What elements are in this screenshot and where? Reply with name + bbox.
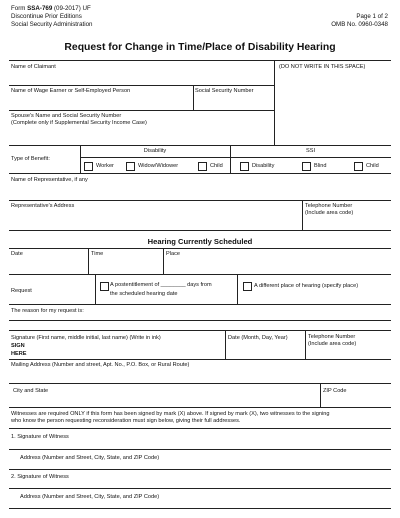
blind-checkbox[interactable] bbox=[302, 162, 311, 171]
divider bbox=[9, 469, 391, 470]
spouse-label-note: (Complete only if Supplemental Security Income Case) bbox=[11, 120, 147, 126]
child-ssi-label: Child bbox=[366, 163, 379, 169]
hearing-date-field[interactable] bbox=[10, 259, 86, 273]
divider bbox=[9, 359, 391, 360]
divider bbox=[9, 320, 391, 321]
representative-name-label: Name of Representative, if any bbox=[11, 177, 88, 183]
wage-earner-label: Name of Wage Earner or Self-Employed Person bbox=[11, 88, 131, 94]
page-number: Page 1 of 2 bbox=[356, 13, 388, 20]
spouse-field[interactable] bbox=[10, 128, 272, 143]
postponement-checkbox[interactable] bbox=[100, 282, 109, 291]
divider bbox=[193, 85, 194, 110]
divider bbox=[9, 508, 391, 509]
hearing-place-field[interactable] bbox=[165, 259, 390, 273]
divider bbox=[225, 330, 226, 359]
divider bbox=[80, 157, 391, 158]
postponement-label-line2: the scheduled hearing date bbox=[110, 291, 178, 297]
wage-earner-field[interactable] bbox=[10, 96, 192, 108]
form-number-suffix: (09-2017) UF bbox=[52, 5, 91, 12]
discontinue-note: Discontinue Prior Editions bbox=[11, 13, 82, 20]
divider bbox=[9, 248, 391, 249]
sign-marker: SIGN bbox=[11, 343, 25, 349]
divider bbox=[9, 488, 391, 489]
witness-note-line2: who know the person requesting reconsideration must sign below, giving their full addresses. bbox=[11, 418, 241, 424]
request-label: Request bbox=[11, 288, 32, 294]
divider bbox=[95, 274, 96, 304]
witness-2-address-field[interactable] bbox=[10, 502, 390, 507]
different-place-label: A different place of hearing (specify place) bbox=[254, 283, 359, 289]
representative-phone-note: (Include area code) bbox=[305, 210, 354, 216]
hearing-time-field[interactable] bbox=[90, 259, 162, 273]
witness-note: Witnesses are required ONLY if this form has been signed by mark (X) above. If signed by mark (X), two witnesses to the signing bbox=[11, 411, 330, 417]
worker-label: Worker bbox=[96, 163, 114, 169]
divider bbox=[9, 85, 274, 86]
disability-header: Disability bbox=[143, 148, 167, 154]
signature-phone-label: Telephone Number bbox=[308, 334, 356, 340]
hearing-time-label: Time bbox=[91, 251, 104, 257]
form-title: Request for Change in Time/Place of Disability Hearing bbox=[64, 42, 336, 53]
ssn-field[interactable] bbox=[195, 96, 273, 108]
divider bbox=[9, 110, 274, 111]
spouse-label: Spouse's Name and Social Security Number bbox=[11, 113, 122, 119]
hearing-place-label: Place bbox=[166, 251, 180, 257]
divider bbox=[9, 274, 391, 275]
here-marker: HERE bbox=[11, 351, 27, 357]
representative-phone-label: Telephone Number bbox=[305, 203, 353, 209]
hearing-date-label: Date bbox=[11, 251, 23, 257]
child-disability-checkbox[interactable] bbox=[198, 162, 207, 171]
divider bbox=[9, 304, 391, 305]
signature-date-label: Date (Month, Day, Year) bbox=[228, 335, 288, 341]
child-ssi-checkbox[interactable] bbox=[354, 162, 363, 171]
postponement-label: A postentitlement of ________ days from bbox=[110, 282, 212, 288]
form-number bbox=[11, 5, 91, 12]
divider bbox=[302, 200, 303, 230]
signature-field[interactable] bbox=[40, 343, 224, 357]
mailing-address-field[interactable] bbox=[10, 370, 390, 382]
ssi-header: SSI bbox=[305, 148, 316, 154]
divider bbox=[320, 383, 321, 407]
divider bbox=[9, 428, 391, 429]
omb-number: OMB No. 0960-0348 bbox=[331, 21, 388, 28]
divider bbox=[9, 173, 391, 174]
city-state-label: City and State bbox=[13, 388, 49, 394]
divider bbox=[9, 230, 391, 231]
mailing-address-label: Mailing Address (Number and street, Apt. No., P.O. Box, or Rural Route) bbox=[11, 362, 190, 368]
divider bbox=[9, 60, 391, 61]
witness-2-signature-field[interactable] bbox=[10, 482, 390, 487]
different-place-checkbox[interactable] bbox=[243, 282, 252, 291]
divider bbox=[9, 330, 391, 331]
witness-1-signature-field[interactable] bbox=[10, 442, 390, 448]
divider bbox=[237, 274, 238, 304]
divider bbox=[88, 248, 89, 274]
witness-1-signature-label: 1. Signature of Witness bbox=[11, 434, 69, 440]
benefit-type-label: Type of Benefit: bbox=[11, 156, 50, 162]
divider bbox=[305, 330, 306, 359]
city-state-field[interactable] bbox=[10, 396, 318, 406]
blind-label: Blind bbox=[314, 163, 327, 169]
widow-label: Widow/Widower bbox=[138, 163, 179, 169]
office-use-label: (DO NOT WRITE IN THIS SPACE) bbox=[279, 64, 366, 70]
ssn-label: Social Security Number bbox=[195, 88, 254, 94]
divider bbox=[9, 383, 391, 384]
child-disability-label: Child bbox=[210, 163, 223, 169]
divider bbox=[9, 407, 391, 408]
worker-checkbox[interactable] bbox=[84, 162, 93, 171]
signature-phone-field[interactable] bbox=[307, 349, 390, 358]
form-number-prefix: Form bbox=[11, 5, 28, 12]
reason-label: The reason for my request is: bbox=[11, 308, 84, 314]
widow-checkbox[interactable] bbox=[126, 162, 135, 171]
claimant-name-label: Name of Claimant bbox=[11, 64, 56, 70]
reason-field[interactable] bbox=[10, 316, 390, 329]
divider bbox=[9, 449, 391, 450]
signature-date-field[interactable] bbox=[227, 343, 303, 357]
hearing-section-title: Hearing Currently Scheduled bbox=[147, 237, 253, 246]
divider bbox=[163, 248, 164, 274]
representative-address-field[interactable] bbox=[10, 211, 300, 229]
witness-2-address-label: Address (Number and Street, City, State, and ZIP Code) bbox=[20, 494, 160, 500]
divider bbox=[9, 200, 391, 201]
signature-phone-note: (Include area code) bbox=[308, 341, 357, 347]
zip-label: ZIP Code bbox=[323, 388, 347, 394]
representative-phone-field[interactable] bbox=[304, 218, 390, 229]
witness-2-signature-label: 2. Signature of Witness bbox=[11, 474, 69, 480]
zip-field[interactable] bbox=[322, 396, 390, 406]
representative-name-field[interactable] bbox=[10, 185, 390, 199]
form-number-id: SSA-769 bbox=[27, 5, 53, 12]
ssi-disability-checkbox[interactable] bbox=[240, 162, 249, 171]
divider bbox=[274, 60, 275, 145]
ssi-disability-label: Disability bbox=[252, 163, 275, 169]
witness-1-address-label: Address (Number and Street, City, State, and ZIP Code) bbox=[20, 455, 160, 461]
claimant-name-field[interactable] bbox=[10, 72, 272, 84]
signature-label: Signature (First name, middle initial, last name) (Write in ink) bbox=[11, 335, 161, 341]
representative-address-label: Representative's Address bbox=[11, 203, 75, 209]
divider bbox=[9, 145, 391, 146]
agency-name: Social Security Administration bbox=[11, 21, 93, 28]
